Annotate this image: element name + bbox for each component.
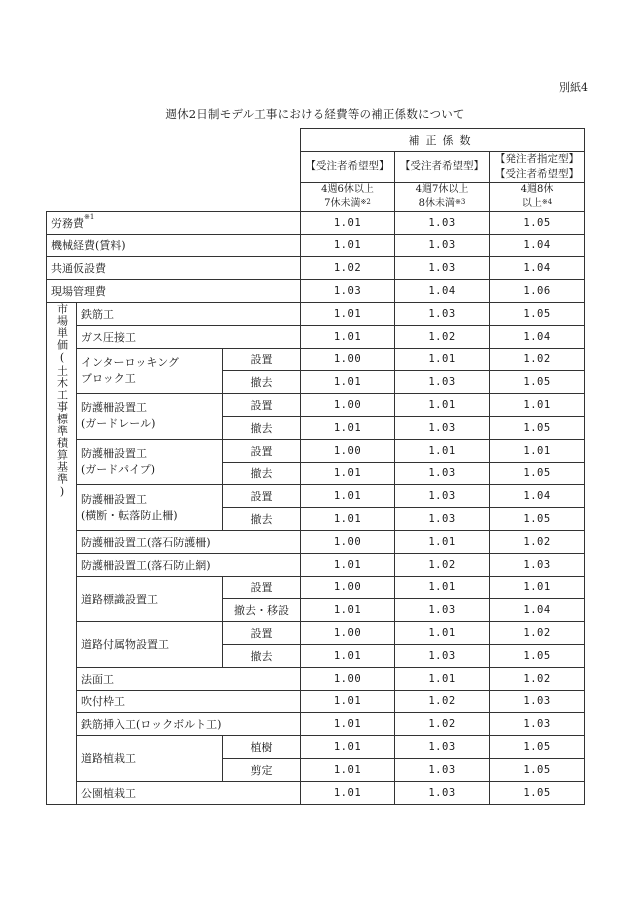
value-cell: 1.01 — [395, 439, 490, 462]
value-cell: 1.05 — [490, 211, 585, 234]
header-blank — [47, 129, 301, 212]
value-cell: 1.01 — [301, 781, 395, 804]
row-label: 防護柵設置工(落石防護柵) — [77, 530, 301, 553]
sub-label: 設置 — [223, 576, 301, 599]
value-cell: 1.01 — [301, 302, 395, 325]
value-cell: 1.06 — [490, 280, 585, 303]
sub-label: 撤去 — [223, 371, 301, 394]
sub-label: 撤去 — [223, 644, 301, 667]
header-row-main — [47, 129, 585, 152]
sub-label: 植樹 — [223, 736, 301, 759]
value-cell: 1.05 — [490, 736, 585, 759]
value-cell: 1.01 — [301, 599, 395, 622]
value-cell: 1.02 — [301, 257, 395, 280]
header-col3-type: 【発注者指定型】 【受注者希望型】 — [490, 151, 585, 182]
header-main: 補正係数 — [301, 129, 585, 152]
sub-label: 撤去 — [223, 416, 301, 439]
value-cell: 1.02 — [490, 530, 585, 553]
value-cell: 1.01 — [301, 325, 395, 348]
row-label: 機械経費(賃料) — [47, 234, 301, 257]
sub-label: 撤去 — [223, 462, 301, 485]
value-cell: 1.00 — [301, 530, 395, 553]
value-cell: 1.01 — [301, 416, 395, 439]
value-cell: 1.01 — [395, 622, 490, 645]
value-cell: 1.01 — [490, 394, 585, 417]
value-cell: 1.00 — [301, 348, 395, 371]
value-cell: 1.02 — [490, 348, 585, 371]
value-cell: 1.05 — [490, 462, 585, 485]
table-row — [47, 257, 585, 280]
value-cell: 1.01 — [490, 576, 585, 599]
value-cell: 1.00 — [301, 439, 395, 462]
row-label: 労務費$^{※1}$ — [47, 211, 301, 234]
value-cell: 1.05 — [490, 758, 585, 781]
table-row — [47, 530, 585, 553]
value-cell: 1.04 — [395, 280, 490, 303]
value-cell: 1.01 — [395, 394, 490, 417]
value-cell: 1.01 — [301, 758, 395, 781]
market-section-label: 市場単価(土木工事標準積算基準) — [47, 302, 77, 804]
value-cell: 1.03 — [395, 371, 490, 394]
value-cell: 1.03 — [395, 736, 490, 759]
value-cell: 1.01 — [395, 576, 490, 599]
value-cell: 1.05 — [490, 508, 585, 531]
value-cell: 1.03 — [395, 758, 490, 781]
sub-label: 撤去・移設 — [223, 599, 301, 622]
value-cell: 1.04 — [490, 257, 585, 280]
row-label: 道路付属物設置工 — [77, 622, 223, 668]
value-cell: 1.03 — [395, 508, 490, 531]
value-cell: 1.00 — [301, 622, 395, 645]
table-row — [47, 394, 585, 417]
value-cell: 1.03 — [395, 302, 490, 325]
value-cell: 1.01 — [490, 439, 585, 462]
header-col1-weeks: 4週6休以上 7休未満$^{※2}$ — [301, 182, 395, 211]
coefficient-table — [46, 128, 585, 805]
header-col1-type: 【受注者希望型】 — [301, 151, 395, 182]
table-row — [47, 348, 585, 371]
table-row — [47, 325, 585, 348]
table-row — [47, 781, 585, 804]
value-cell: 1.01 — [395, 667, 490, 690]
row-label: 防護柵設置工 (横断・転落防止柵) — [77, 485, 223, 531]
table-row — [47, 302, 585, 325]
value-cell: 1.01 — [301, 644, 395, 667]
value-cell: 1.02 — [490, 622, 585, 645]
table-row — [47, 485, 585, 508]
table-row — [47, 280, 585, 303]
value-cell: 1.03 — [395, 781, 490, 804]
value-cell: 1.01 — [301, 713, 395, 736]
value-cell: 1.00 — [301, 667, 395, 690]
value-cell: 1.02 — [395, 553, 490, 576]
value-cell: 1.03 — [395, 485, 490, 508]
table-row — [47, 690, 585, 713]
row-label: 現場管理費 — [47, 280, 301, 303]
table-row — [47, 622, 585, 645]
value-cell: 1.02 — [395, 325, 490, 348]
row-label: 防護柵設置工 (ガードパイプ) — [77, 439, 223, 485]
row-label: 共通仮設費 — [47, 257, 301, 280]
row-label: 鉄筋挿入工(ロックボルト工) — [77, 713, 301, 736]
value-cell: 1.03 — [301, 280, 395, 303]
value-cell: 1.05 — [490, 416, 585, 439]
value-cell: 1.04 — [490, 485, 585, 508]
value-cell: 1.05 — [490, 644, 585, 667]
row-label: 防護柵設置工 (ガードレール) — [77, 394, 223, 440]
value-cell: 1.03 — [395, 211, 490, 234]
value-cell: 1.01 — [301, 462, 395, 485]
value-cell: 1.03 — [395, 257, 490, 280]
value-cell: 1.01 — [301, 371, 395, 394]
sub-label: 設置 — [223, 348, 301, 371]
row-label: ガス圧接工 — [77, 325, 301, 348]
document-title: 週休2日制モデル工事における経費等の補正係数について — [165, 107, 465, 121]
value-cell: 1.01 — [301, 234, 395, 257]
value-cell: 1.01 — [301, 736, 395, 759]
value-cell: 1.01 — [301, 211, 395, 234]
value-cell: 1.02 — [395, 690, 490, 713]
value-cell: 1.03 — [490, 690, 585, 713]
value-cell: 1.01 — [301, 508, 395, 531]
value-cell: 1.03 — [490, 713, 585, 736]
appendix-label: 別紙4 — [559, 81, 588, 94]
value-cell: 1.05 — [490, 781, 585, 804]
sub-label: 剪定 — [223, 758, 301, 781]
value-cell: 1.03 — [395, 416, 490, 439]
table-row — [47, 211, 585, 234]
row-label: 道路植栽工 — [77, 736, 223, 782]
value-cell: 1.03 — [395, 462, 490, 485]
sub-label: 撤去 — [223, 508, 301, 531]
value-cell: 1.03 — [395, 234, 490, 257]
sub-label: 設置 — [223, 439, 301, 462]
row-label: 鉄筋工 — [77, 302, 301, 325]
table-row — [47, 576, 585, 599]
header-col2-type: 【受注者希望型】 — [395, 151, 490, 182]
value-cell: 1.03 — [395, 599, 490, 622]
value-cell: 1.01 — [395, 348, 490, 371]
table-row — [47, 736, 585, 759]
value-cell: 1.02 — [490, 667, 585, 690]
header-col2-weeks: 4週7休以上 8休未満$^{※3}$ — [395, 182, 490, 211]
row-label: 防護柵設置工(落石防止網) — [77, 553, 301, 576]
value-cell: 1.00 — [301, 576, 395, 599]
value-cell: 1.04 — [490, 325, 585, 348]
value-cell: 1.01 — [301, 690, 395, 713]
sub-label: 設置 — [223, 622, 301, 645]
value-cell: 1.01 — [395, 530, 490, 553]
value-cell: 1.05 — [490, 371, 585, 394]
sub-label: 設置 — [223, 485, 301, 508]
row-label: 公園植栽工 — [77, 781, 301, 804]
table-row — [47, 553, 585, 576]
table-row — [47, 439, 585, 462]
row-label: 吹付枠工 — [77, 690, 301, 713]
value-cell: 1.04 — [490, 599, 585, 622]
table-row — [47, 713, 585, 736]
table-row — [47, 667, 585, 690]
sub-label: 設置 — [223, 394, 301, 417]
value-cell: 1.03 — [490, 553, 585, 576]
value-cell: 1.02 — [395, 713, 490, 736]
row-label: インターロッキング ブロック工 — [77, 348, 223, 394]
value-cell: 1.00 — [301, 394, 395, 417]
table-row — [47, 234, 585, 257]
value-cell: 1.01 — [301, 485, 395, 508]
value-cell: 1.03 — [395, 644, 490, 667]
value-cell: 1.04 — [490, 234, 585, 257]
row-label: 道路標識設置工 — [77, 576, 223, 622]
row-label: 法面工 — [77, 667, 301, 690]
header-col3-weeks: 4週8休 以上$^{※4}$ — [490, 182, 585, 211]
value-cell: 1.05 — [490, 302, 585, 325]
value-cell: 1.01 — [301, 553, 395, 576]
